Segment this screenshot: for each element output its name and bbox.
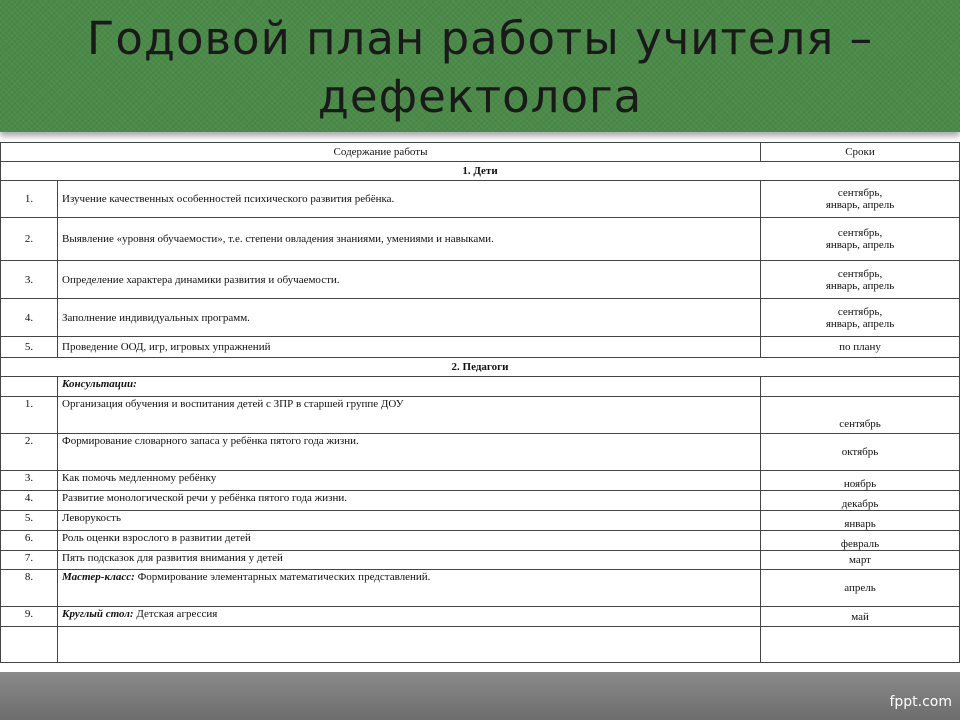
section-row (1, 358, 960, 377)
title-banner (0, 0, 960, 132)
row-content: Изучение качественных особенностей психического развития ребёнка. (58, 181, 761, 218)
table-row (1, 261, 960, 299)
row-term: апрель (761, 570, 960, 607)
consultations-row (1, 377, 960, 397)
table-row (1, 397, 960, 434)
table-row (1, 531, 960, 551)
round-table-label: Круглый стол: (62, 608, 134, 620)
section-title: 2. Педагоги (1, 358, 960, 377)
row-content: Леворукость (58, 511, 761, 531)
row-term: ноябрь (761, 471, 960, 491)
table-row (1, 299, 960, 337)
row-number: 2. (1, 218, 58, 261)
round-table-row (1, 607, 960, 627)
row-number (1, 377, 58, 397)
section-row (1, 162, 960, 181)
row-number: 5. (1, 511, 58, 531)
row-number: 6. (1, 531, 58, 551)
row-number: 2. (1, 434, 58, 471)
table-row (1, 337, 960, 358)
row-term: март (761, 551, 960, 570)
table-row (1, 181, 960, 218)
table-row (1, 218, 960, 261)
table-row (1, 471, 960, 491)
round-table-text: Детская агрессия (133, 608, 218, 620)
consultations-label: Консультации: (58, 377, 761, 397)
row-term: май (761, 607, 960, 627)
page-title: Годовой план работы учителя – дефектолога (86, 12, 874, 123)
row-term: сентябрь, январь, апрель (761, 299, 960, 337)
row-term: октябрь (761, 434, 960, 471)
row-content: Проведение ООД, игр, игровых упражнений (58, 337, 761, 358)
row-content (58, 570, 761, 607)
row-number (1, 627, 58, 663)
row-content: Пять подсказок для развития внимания у детей (58, 551, 761, 570)
row-term: сентябрь, январь, апрель (761, 181, 960, 218)
row-content: Формирование словарного запаса у ребёнка пятого года жизни. (58, 434, 761, 471)
row-content: Как помочь медленному ребёнку (58, 471, 761, 491)
row-number: 1. (1, 397, 58, 434)
row-term: по плану (761, 337, 960, 358)
master-class-text: Формирование элементарных математических представлений. (134, 571, 431, 583)
header-term: Сроки (761, 143, 960, 162)
plan-table (0, 142, 960, 663)
footer-bar (0, 672, 960, 720)
row-content: Выявление «уровня обучаемости», т.е. степени овладения знаниями, умениями и навыками. (58, 218, 761, 261)
empty-row (1, 627, 960, 663)
master-class-label: Мастер-класс: (62, 571, 135, 583)
row-number: 1. (1, 181, 58, 218)
row-content: Организация обучения и воспитания детей с ЗПР в старшей группе ДОУ (58, 397, 761, 434)
row-number: 9. (1, 607, 58, 627)
row-number: 4. (1, 299, 58, 337)
row-term: февраль (761, 531, 960, 551)
row-content (58, 627, 761, 663)
row-content: Определение характера динамики развития и обучаемости. (58, 261, 761, 299)
row-term: декабрь (761, 491, 960, 511)
row-term: сентябрь (761, 397, 960, 434)
row-content: Роль оценки взрослого в развитии детей (58, 531, 761, 551)
table-row (1, 491, 960, 511)
row-term (761, 377, 960, 397)
row-number: 3. (1, 471, 58, 491)
table-header-row (1, 143, 960, 162)
plan-table-container (0, 142, 960, 663)
row-number: 8. (1, 570, 58, 607)
row-number: 5. (1, 337, 58, 358)
fppt-brand: fppt.com (889, 694, 952, 710)
row-content: Развитие монологической речи у ребёнка пятого года жизни. (58, 491, 761, 511)
row-content: Заполнение индивидуальных программ. (58, 299, 761, 337)
row-number: 7. (1, 551, 58, 570)
table-row (1, 511, 960, 531)
section-title: 1. Дети (1, 162, 960, 181)
row-number: 4. (1, 491, 58, 511)
row-term: январь (761, 511, 960, 531)
row-content (58, 607, 761, 627)
row-term: сентябрь, январь, апрель (761, 218, 960, 261)
row-number: 3. (1, 261, 58, 299)
header-content: Содержание работы (1, 143, 761, 162)
row-term (761, 627, 960, 663)
master-class-row (1, 570, 960, 607)
table-row (1, 434, 960, 471)
row-term: сентябрь, январь, апрель (761, 261, 960, 299)
table-row (1, 551, 960, 570)
